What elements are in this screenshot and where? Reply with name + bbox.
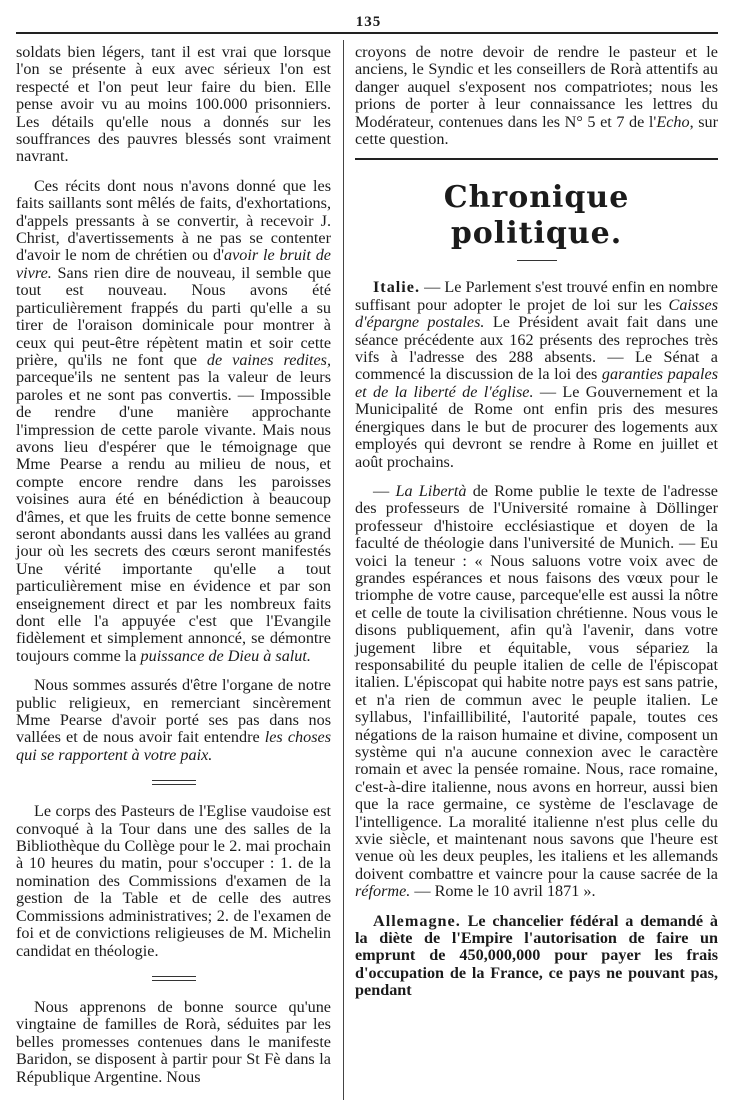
text-run: — Le Parlement s'est trouvé enfin en nombre suffisant pour adopter le projet de loi sur les <box>355 278 718 314</box>
text-run: Le Président avait fait dans une séance précédente aux 162 présents des reproches très vifs à l'adresse des 288 absents. — Le Sénat a commencé la discussion de la loi des <box>355 313 719 384</box>
text-run: de Rome publie le texte de l'adresse des professeurs de l'Université romaine à Döllinger professeur d'histoire ecclésiastique et doyen de la faculté de théologie dans l'université de Munich. — Eu voici la teneur : « Nous saluons votre voix avec de grandes espérances et nous faisons des vœux pour le triomphe de votre cause, parceque'elle est aussi la nôtre et celle de toute la civilisation chrétienne. Nous vous le disons publiquement, afin qu'à l'avenir, dans votre jugement libre et équitable, vous sépariez la responsabilité du peuple italien de celle de l'épiscopat italien. L'épiscopat qui habite notre pays est sans patrie, et n'a rien de commun avec le peuple italien. Le syllabus, l'infaillibilité, l'autorité papale, toutes ces négations de la raison humaine et divine, composent un système qui n'a aucune connexion avec le caractère romain et avec la pensée romaine. Nous, race romaine, c'est-à-dire italienne, nous avons en horreur, aussi bien que la race germaine, ce système de l'esclavage de l'intelligence. La moralité italienne n'est plus celle du xvie siècle, et maintenant nous savons que l'heure est venue où les deux peuples, les italiens et les allemands doivent combattre et vaincre pour la cause sacrée de la <box>355 481 718 883</box>
text-run: — Le Gouvernement et la Municipalité de Rome ont enfin pris des mesures énergiques dans le but de procurer des logements aux employés qui devront se rendre à Rome en juillet et août prochains. <box>355 382 718 471</box>
text-run: parceque'ils ne sentent pas la valeur de leurs paroles et ne sont pas convertis. — Impossible de rendre d'une manière approchante l'impression de cette parole vivante. Mais nous avons lieu d'espérer que le témoignage que Mme Pearse a rendu au milieu de nous, et compte encore rendre dans les paroisses voisines aura été en bénédiction à beaucoup d'âmes, et que les fruits de cette bonne semence seront abondants aussi dans les vallées au grand jour où les secrets des cœurs seront manifestés Une vérité importante qu'elle a tout particulièrement mise en évidence et par son enseignement direct et par les nombreux faits dont elle l'a appuyée c'est que l'Evangile fidèlement et simplement annoncé, se démontre toujours comme la <box>16 368 331 665</box>
italic-run: Caisses d'épargne postales. <box>355 295 718 332</box>
text-run: Nous sommes assurés d'être l'organe de notre public religieux, en remerciant sincèrement Mme Pearse d'avoir porté ses pas dans nos vallées et de nous avoir fait entendre <box>16 676 331 747</box>
italic-run: puissance de Dieu à salut. <box>140 646 311 665</box>
liberta-paragraph: — La Libertà de Rome publie le texte de l'adresse des professeurs de l'Université romaine à Döllinger professeur d'histoire ecclésiastique et doyen de la faculté de théologie dans l'université de Munich. — Eu voici la teneur : « Nous saluons votre voix avec de grandes espérances et nous faisons des vœux pour le triomphe de votre cause, parceque'elle est aussi la nôtre et celle de toute la civilisation chrétienne. Nous vous le disons publiquement, afin qu'à l'avenir, dans votre jugement libre et équitable, vous sépariez la responsabilité du peuple italien de celle de l'épiscopat italien. L'épiscopat qui habite notre pays est sans patrie, et n'a rien de commun avec le peuple italien. Le syllabus, l'infaillibilité, l'autorité papale, toutes ces négations de la raison humaine et divine, composent un système qui n'a aucune connexion avec le caractère romain et avec la pensée romaine. Nous, race romaine, c'est-à-dire italienne, nous avons en horreur, aussi bien que la race germaine, ce système de l'esclavage de l'intelligence. La moralité italienne n'est plus celle du xvie siècle, et maintenant nous savons que l'heure est venue où les deux peuples, les italiens et les allemands doivent combattre et vaincre pour la cause sacrée de la réforme. — Rome le 10 avril 1871 ». <box>355 481 718 901</box>
country-heading-allemagne: Allemagne. <box>373 911 461 930</box>
italic-run: les choses qui se rapportent à votre paix. <box>16 728 331 764</box>
italic-run: réforme. <box>355 882 411 901</box>
text-run: , sur cette question. <box>355 112 718 149</box>
allemagne-paragraph <box>355 913 718 1000</box>
section-separator <box>152 976 196 981</box>
section-separator <box>152 780 196 785</box>
italie-paragraph <box>355 279 718 470</box>
left-paragraph-4: Le corps des Pasteurs de l'Eglise vaudoise est convoqué à la Tour dans une des salles de la Bibliothèque du Collège pour le 2. mai prochain à 10 heures du matin, pour s'occuper : 1. de la nomination des Commissions d'examen de la gestion de la Table et de celle des autres Commissions administratives; 2. de l'examen de foi et de convictions religieuses de M. Michelin candidat en théologie. <box>16 802 331 960</box>
left-paragraph-3 <box>16 677 331 764</box>
title-separator <box>517 260 557 261</box>
left-paragraph-2 <box>16 178 331 665</box>
right-column <box>355 44 718 1000</box>
italic-run: garanties papales et de la liberté de l'église. <box>355 365 718 401</box>
left-column <box>16 44 331 1086</box>
country-heading-italie: Italie. <box>373 278 421 297</box>
right-paragraph-1 <box>355 44 718 148</box>
text-run: Sans rien dire de nouveau, il semble que tout est nouveau. Nous avons été particulièrement frappés du parti qu'elle a su tirer de l'oraison dominicale pour montrer à ceux qui peut-être répètent matin et soir cette prière, qu'ils ne font que <box>16 263 331 369</box>
column-divider <box>343 40 344 1100</box>
left-paragraph-5: Nous apprenons de bonne source qu'une vingtaine de familles de Rorà, séduites par les belles promesses contenues dans le manifeste Baridon, se disposent à partir pour St Fè dans la République Argentine. Nous <box>16 997 331 1086</box>
text-run: Le chancelier fédéral a demandé à la diète de l'Empire l'autorisation de faire un emprunt de 450,000,000 pour payer les frais d'occupation de la France, ce pays ne pouvant pas, pendant <box>355 911 718 1000</box>
italic-run: avoir le bruit de vivre. <box>16 246 331 282</box>
section-rule <box>355 158 718 160</box>
header-rule <box>16 32 718 34</box>
text-run: croyons de notre devoir de rendre le pasteur et le anciens, le Syndic et les conseillers de Rorà attentifs au danger auquel s'exposent nos compatriotes; nous les prions de porter à leur connaissance les lettres du Modérateur, contenues dans les N° 5 et 7 de l' <box>355 43 718 131</box>
italic-run: de vaines redites, <box>206 350 331 369</box>
italic-run: Echo <box>656 112 690 131</box>
page-number: 135 <box>355 14 382 30</box>
text-run: Ces récits dont nous n'avons donné que les faits saillants sont mêlés de faits, d'exhortations, d'appels pressants à se convertir, à recevoir J. Christ, d'avertissements à ne pas se contenter d'avoir le nom de chrétien ou d' <box>16 176 331 265</box>
left-paragraph-1: soldats bien légers, tant il est vrai que lorsque l'on se présente à eux avec sérieux l'on est respecté et l'on peut leur faire du bien. Elle pense avoir vu au moins 100.000 prisonniers. Les détails qu'elle nous a donnés sur les souffrances des pauvres blessés sont vraiment navrant. <box>16 43 331 166</box>
section-title: Chronique politique. <box>443 180 630 252</box>
italic-run: La Libertà <box>395 481 467 500</box>
text-run: — Rome le 10 avril 1871 ». <box>410 882 596 901</box>
